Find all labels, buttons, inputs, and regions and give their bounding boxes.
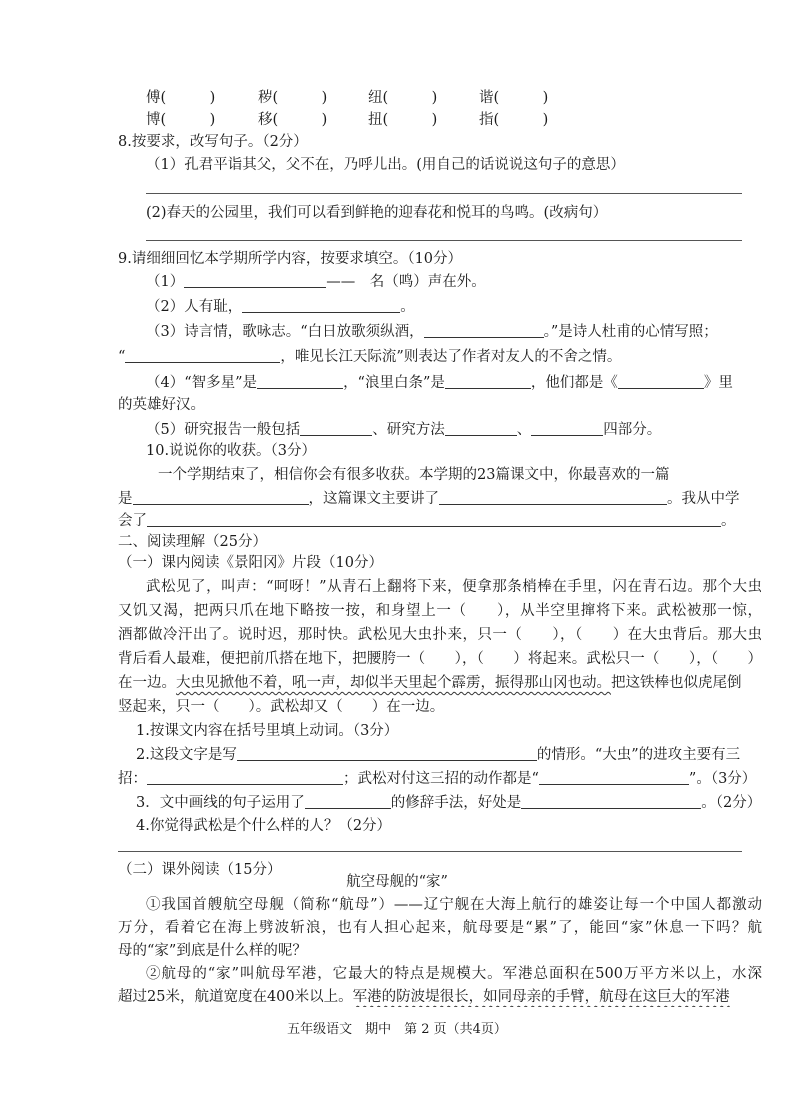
blank[interactable] — [618, 374, 704, 389]
blank[interactable] — [439, 490, 667, 505]
blank[interactable] — [237, 746, 537, 761]
subq2-line1: 2.这段文字是写 的情形。“大虫”的进攻主要有三 — [136, 747, 741, 763]
char-item: 纽( ) — [368, 90, 438, 106]
subq1: 1.按课文内容在括号里填上动词。（3分） — [136, 723, 399, 739]
passage-line: 酒都做冷汗出了。说时迟，那时快。武松见大虫扑来，只一（ ），（ ）在大虫背后。那大虫 — [118, 627, 762, 643]
q10-line3: 会了 。 — [118, 513, 736, 529]
blank[interactable] — [125, 348, 280, 363]
char-item: 傅( ) — [146, 90, 216, 106]
q9-line4: “ ，唯见长江天际流”则表达了作者对友人的不舍之情。 — [118, 349, 622, 365]
section2-title: 二、阅读理解（25分） — [118, 534, 267, 550]
subq2-line2: 招： ；武松对付这三招的动作都是“ ”。（3分） — [118, 771, 757, 787]
article-line: 万分，看着它在海上劈波斩浪，也有人担心起来，航母要是“累”了，能回“家”休息一下吗？航 — [118, 920, 762, 936]
part1-title: （一）课内阅读《景阳冈》片段（10分） — [118, 555, 383, 571]
blank[interactable] — [133, 490, 309, 505]
q8-item2: (2)春天的公园里，我们可以看到鲜艳的迎春花和悦耳的鸟鸣。(改病句） — [146, 205, 608, 221]
page-footer: 五年级语文 期中 第 2 页（共4页） — [287, 1022, 507, 1037]
char-item: 移( ) — [258, 112, 328, 128]
answer-line[interactable] — [146, 240, 742, 241]
passage-line-underlined: 在一边。大虫见掀他不着，吼一声，却似半天里起个霹雳，振得那山冈也动。把这铁棒也似虎尾倒 — [118, 675, 742, 691]
wavy-underlined-sentence: 军港的防波堤很长，如同母亲的手臂，航母在这巨大的军港 — [352, 989, 730, 1005]
q8-title: 8.按要求，改写句子。（2分） — [118, 134, 308, 150]
article-line-underlined: 超过25米，航道宽度在400米以上。军港的防波堤很长，如同母亲的手臂，航母在这巨大的军港 — [118, 989, 730, 1005]
part2-title: （二）课外阅读（15分） — [118, 862, 282, 878]
wavy-underlined-sentence: 大虫见掀他不着，吼一声，却似半天里起个霹雳，振得那山冈也动。 — [176, 675, 611, 691]
q8-item1: （1）孔君平诣其父，父不在，乃呼儿出。(用自己的话说说这句子的意思） — [146, 157, 625, 173]
blank[interactable] — [257, 374, 343, 389]
passage-line: 背后看人最难，便把前爪搭在地下，把腰胯一（ ），（ ）将起来。武松只一（ ），（ ） — [118, 651, 762, 667]
subq4: 4.你觉得武松是个什么样的人？（2分） — [136, 818, 392, 834]
q9-line6: 的英雄好汉。 — [118, 397, 205, 413]
char-item: 博( ) — [146, 112, 216, 128]
blank[interactable] — [521, 794, 701, 809]
blank[interactable] — [305, 794, 391, 809]
q9-line7: （5）研究报告一般包括 、研究方法 、 四部分。 — [146, 422, 662, 438]
char-item: 秽( ) — [258, 90, 328, 106]
passage-line: 又饥又渴，把两只爪在地下略按一按，和身望上一（ ），从半空里撺将下来。武松被那一惊， — [118, 603, 762, 619]
article-line: 母的“家”到底是什么样的呢？ — [118, 943, 307, 959]
q9-line1: （1） —— 名（鸣）声在外。 — [146, 274, 486, 290]
char-item: 谐( ) — [479, 90, 549, 106]
blank[interactable] — [242, 298, 400, 313]
q9-line5: （4）“智多星”是 ，“浪里白条”是 ，他们都是《 》里 — [146, 375, 733, 391]
blank[interactable] — [539, 770, 689, 785]
blank[interactable] — [531, 421, 603, 436]
blank[interactable] — [147, 770, 343, 785]
q10-line1: 一个学期结束了，相信你会有很多收获。本学期的23篇课文中，你最喜欢的一篇 — [158, 467, 670, 483]
blank[interactable] — [300, 421, 372, 436]
char-item: 指( ) — [479, 112, 549, 128]
q10-line2: 是 ，这篇课文主要讲了 。我从中学 — [118, 491, 740, 507]
blank[interactable] — [424, 323, 544, 338]
answer-line[interactable] — [118, 851, 742, 852]
char-item: 扭( ) — [368, 112, 438, 128]
blank[interactable] — [147, 512, 721, 527]
blank[interactable] — [445, 421, 517, 436]
subq3: 3．文中画线的句子运用了 的修辞手法，好处是 。（2分） — [136, 795, 762, 811]
article-line: ①我国首艘航空母舰（简称“航母”）——辽宁舰在大海上航行的雄姿让每一个中国人都激动 — [146, 897, 762, 913]
article-title: 航空母舰的“家” — [346, 874, 448, 890]
blank[interactable] — [184, 273, 326, 288]
q9-title: 9.请细细回忆本学期所学内容，按要求填空。（10分） — [118, 251, 463, 267]
passage-line: 竖起来，只一（ ）。武松却又（ ）在一边。 — [118, 699, 445, 715]
passage-line: 武松见了，叫声：“呵呀！”从青石上翻将下来，便拿那条梢棒在手里，闪在青石边。那个大虫 — [146, 579, 762, 595]
q10-title: 10.说说你的收获。（3分） — [146, 443, 317, 459]
q9-line3: （3）诗言情，歌咏志。“白日放歌须纵酒， 。”是诗人杜甫的心情写照； — [146, 324, 718, 340]
article-line: ②航母的“家”叫航母军港，它最大的特点是规模大。军港总面积在500万平方米以上，水深 — [146, 966, 762, 982]
q9-line2: （2）人有耻， 。 — [146, 299, 415, 315]
blank[interactable] — [445, 374, 531, 389]
answer-line[interactable] — [146, 193, 742, 194]
